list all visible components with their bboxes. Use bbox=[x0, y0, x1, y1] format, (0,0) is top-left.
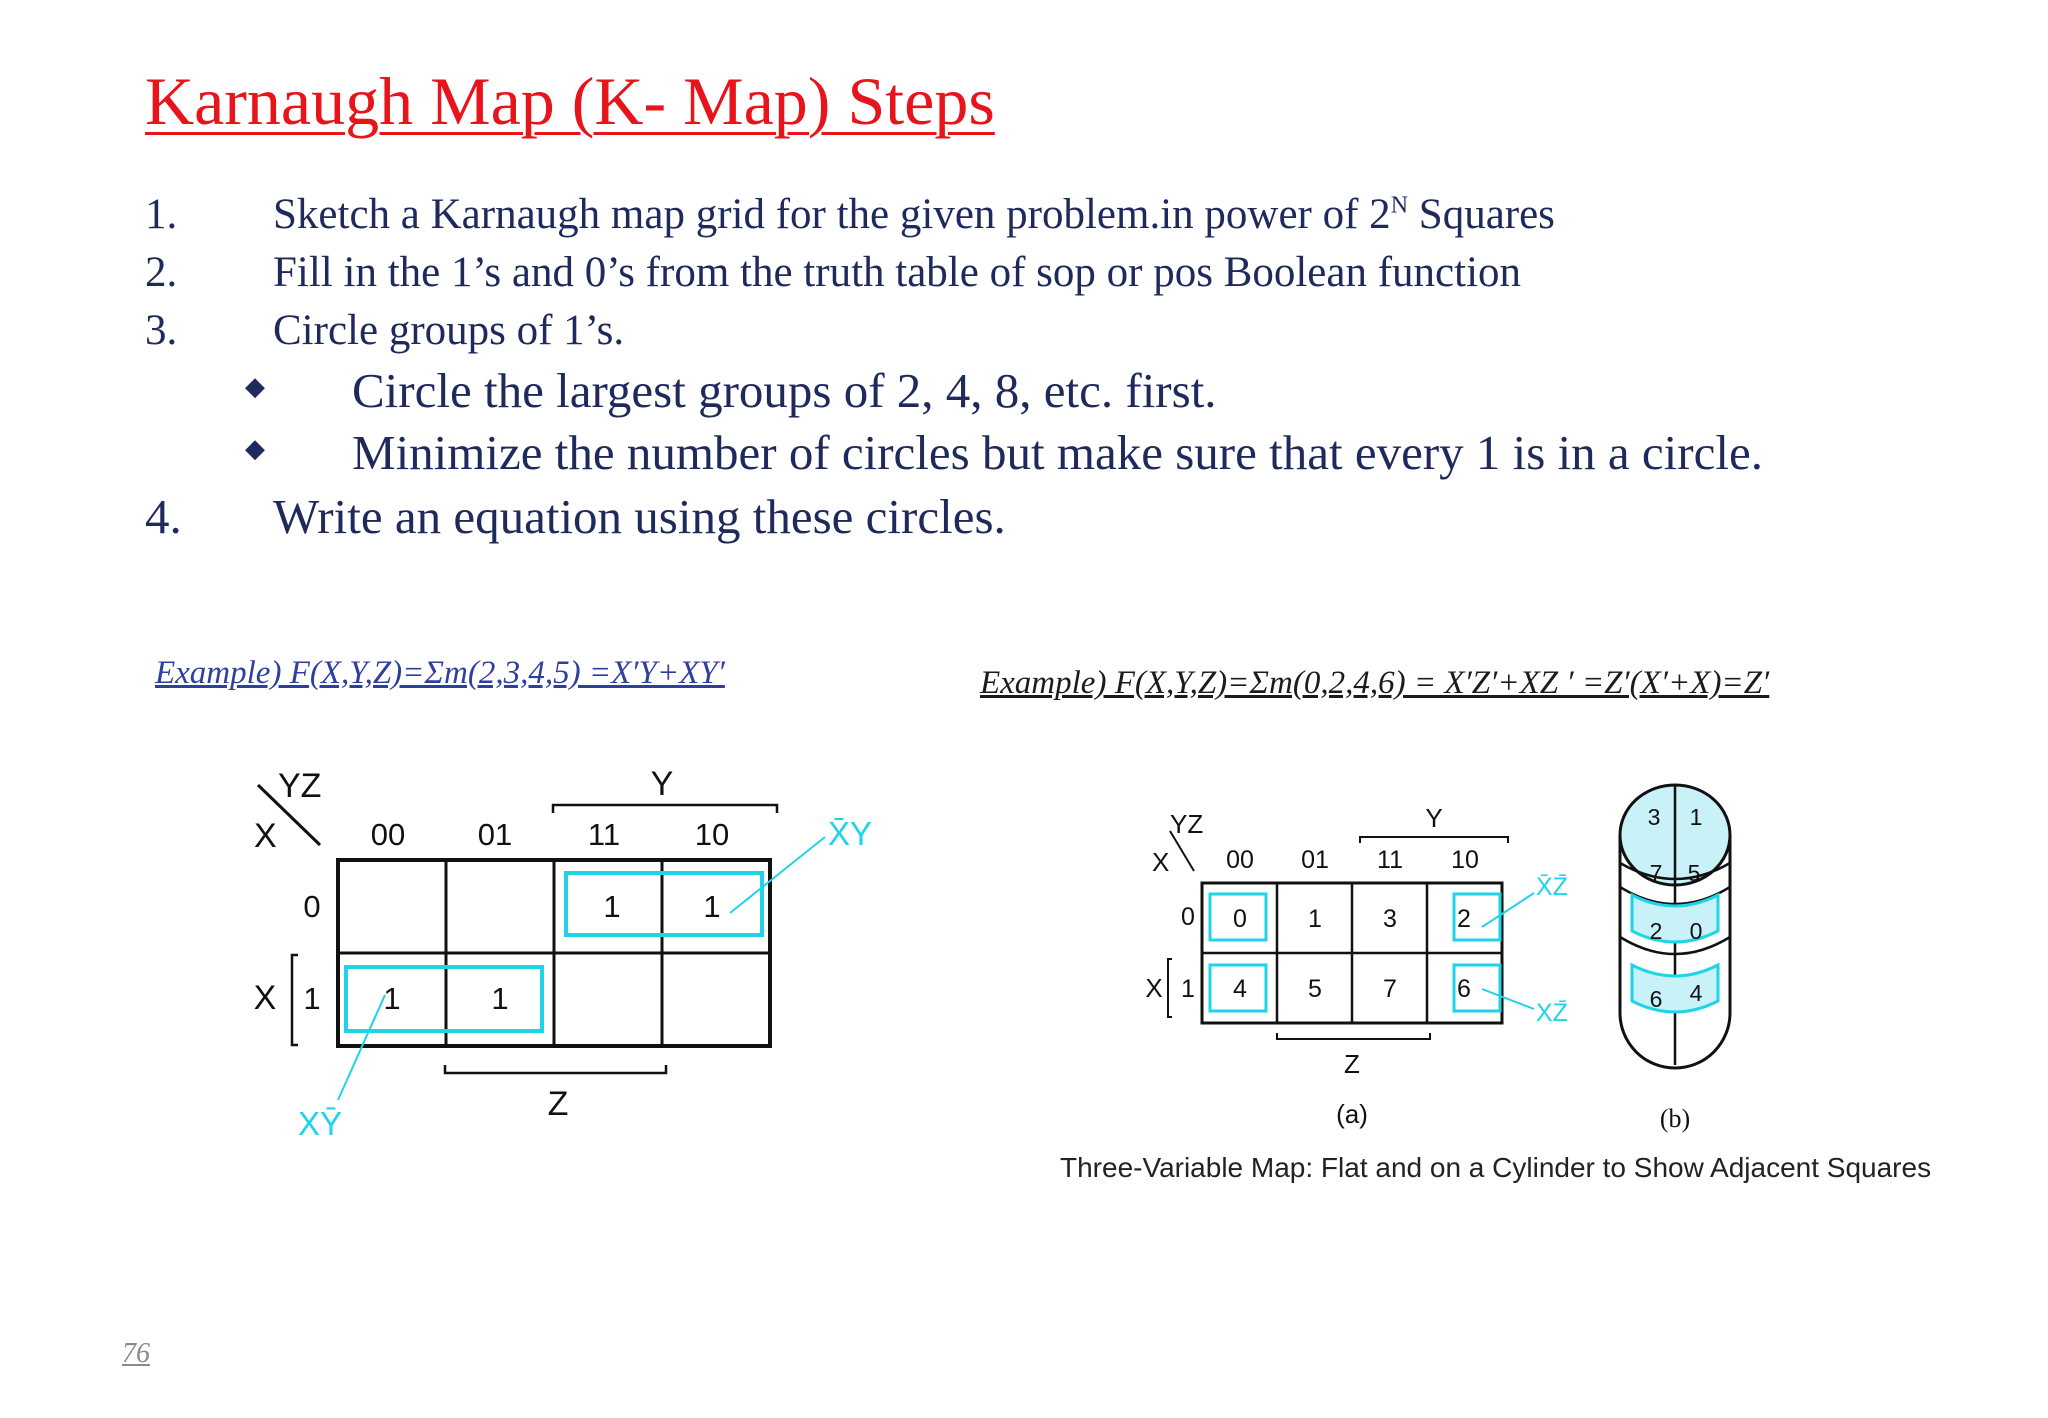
kmap1-y-bracket bbox=[553, 805, 777, 813]
kmap2-z-bracket bbox=[1277, 1033, 1430, 1039]
figure-caption: Three-Variable Map: Flat and on a Cylinder to Show Adjacent Squares bbox=[1060, 1152, 1932, 1183]
kmap2-col-header: 11 bbox=[1377, 846, 1403, 874]
step-text: Fill in the 1’s and 0’s from the truth table of sop or pos Boolean function bbox=[273, 249, 1522, 296]
kmap1-col-header: 10 bbox=[694, 817, 730, 852]
kmap2-term-top: X̄Z̄ bbox=[1536, 873, 1568, 901]
step-number: 3. bbox=[145, 307, 178, 354]
kmap2-cell: 7 bbox=[1383, 975, 1397, 1003]
kmap-1 bbox=[240, 755, 940, 1155]
step-number: 1. bbox=[145, 191, 178, 238]
kmap2-label-b: (b) bbox=[1659, 1104, 1691, 1133]
kmap1-row-header: 1 bbox=[303, 981, 321, 1016]
cylinder-cell: 0 bbox=[1689, 918, 1703, 944]
kmap1-z-bracket bbox=[445, 1065, 666, 1073]
kmap2-y-label: Y bbox=[1425, 803, 1443, 833]
page-number: 76 bbox=[122, 1338, 150, 1369]
kmap1-x-bracket bbox=[292, 955, 298, 1045]
page-title: Karnaugh Map (K- Map) Steps bbox=[145, 63, 995, 139]
kmap1-col-header: 11 bbox=[587, 817, 621, 852]
kmap1-x-side-label: X bbox=[253, 979, 277, 1017]
cylinder-map bbox=[1600, 775, 1750, 1135]
kmap2-x-bracket bbox=[1168, 959, 1172, 1017]
kmap2-cell: 1 bbox=[1308, 905, 1322, 933]
bullet-text-2: Minimize the number of circles but make sure that every 1 is in a circle. bbox=[352, 425, 1763, 480]
kmap1-y-label: Y bbox=[650, 765, 674, 803]
kmap2-cell: 2 bbox=[1457, 905, 1471, 933]
kmap2-cell: 4 bbox=[1233, 975, 1247, 1003]
cylinder-cell: 5 bbox=[1687, 860, 1701, 886]
cylinder-cell: 1 bbox=[1689, 804, 1703, 830]
bullet-diamond-icon: ◆ bbox=[245, 434, 265, 463]
kmap2-cell: 5 bbox=[1308, 975, 1322, 1003]
step-text: Write an equation using these circles. bbox=[273, 489, 1006, 544]
cylinder-cell: 2 bbox=[1649, 918, 1663, 944]
kmap2-cell: 3 bbox=[1383, 905, 1397, 933]
kmap1-x-label: X bbox=[254, 817, 277, 855]
cylinder-cell: 3 bbox=[1647, 804, 1661, 830]
kmap1-cell: 1 bbox=[383, 981, 401, 1016]
kmap2-cell: 6 bbox=[1457, 975, 1471, 1003]
step-text: Circle groups of 1’s. bbox=[273, 307, 625, 354]
cylinder-cell: 6 bbox=[1649, 986, 1663, 1012]
kmap1-cell: 1 bbox=[491, 981, 509, 1016]
kmap1-col-header: 00 bbox=[370, 817, 406, 852]
kmap1-group-xbar-y bbox=[566, 873, 762, 935]
kmap2-row-header: 0 bbox=[1181, 903, 1195, 931]
kmap1-yz-label: YZ bbox=[278, 767, 322, 805]
kmap1-term-xbar-y: X̄Y bbox=[828, 815, 873, 852]
step-number: 4. bbox=[145, 489, 182, 544]
example-2-equation: Example) F(X,Y,Z)=Σm(0,2,4,6) = X′Z′+XZ ′ =Z′(X′+X)=Z′ bbox=[980, 665, 1770, 701]
kmap2-col-header: 01 bbox=[1301, 846, 1329, 874]
kmap2-term-bottom: XZ̄ bbox=[1536, 999, 1568, 1027]
kmap1-z-label: Z bbox=[547, 1085, 569, 1123]
bullet-diamond-icon: ◆ bbox=[245, 372, 265, 401]
kmap1-row-header: 0 bbox=[303, 889, 321, 924]
kmap2-y-bracket bbox=[1360, 837, 1508, 843]
kmap1-col-header: 01 bbox=[477, 817, 513, 852]
kmap2-label-a: (a) bbox=[1336, 1099, 1368, 1129]
kmap2-cell: 0 bbox=[1233, 905, 1247, 933]
bullet-text-1: Circle the largest groups of 2, 4, 8, etc. first. bbox=[352, 363, 1217, 418]
kmap1-cell: 1 bbox=[603, 889, 621, 924]
cylinder-cell: 4 bbox=[1689, 980, 1703, 1006]
kmap2-z-label: Z bbox=[1344, 1049, 1360, 1079]
kmap2-leader-line bbox=[1482, 893, 1534, 927]
kmap2-col-header: 00 bbox=[1226, 846, 1254, 874]
step-number: 2. bbox=[145, 249, 178, 296]
kmap1-cell: 1 bbox=[703, 889, 721, 924]
kmap-2 bbox=[1130, 795, 1650, 1175]
kmap2-row-header: 1 bbox=[1181, 975, 1195, 1003]
kmap2-leader-line bbox=[1482, 989, 1534, 1009]
kmap1-term-x-ybar: XȲ bbox=[298, 1105, 343, 1142]
kmap2-col-header: 10 bbox=[1451, 846, 1479, 874]
step-text: Sketch a Karnaugh map grid for the given problem.in power of $2^N$ Squares bbox=[273, 191, 1555, 238]
kmap2-yz-label: YZ bbox=[1170, 809, 1204, 839]
cylinder-cell: 7 bbox=[1649, 860, 1663, 886]
kmap1-group-x-ybar bbox=[346, 967, 542, 1031]
kmap2-x-side-label: X bbox=[1145, 973, 1163, 1003]
kmap2-x-label: X bbox=[1152, 847, 1170, 877]
example-1-equation: Example) F(X,Y,Z)=Σm(2,3,4,5) =X′Y+XY′ bbox=[155, 655, 725, 691]
